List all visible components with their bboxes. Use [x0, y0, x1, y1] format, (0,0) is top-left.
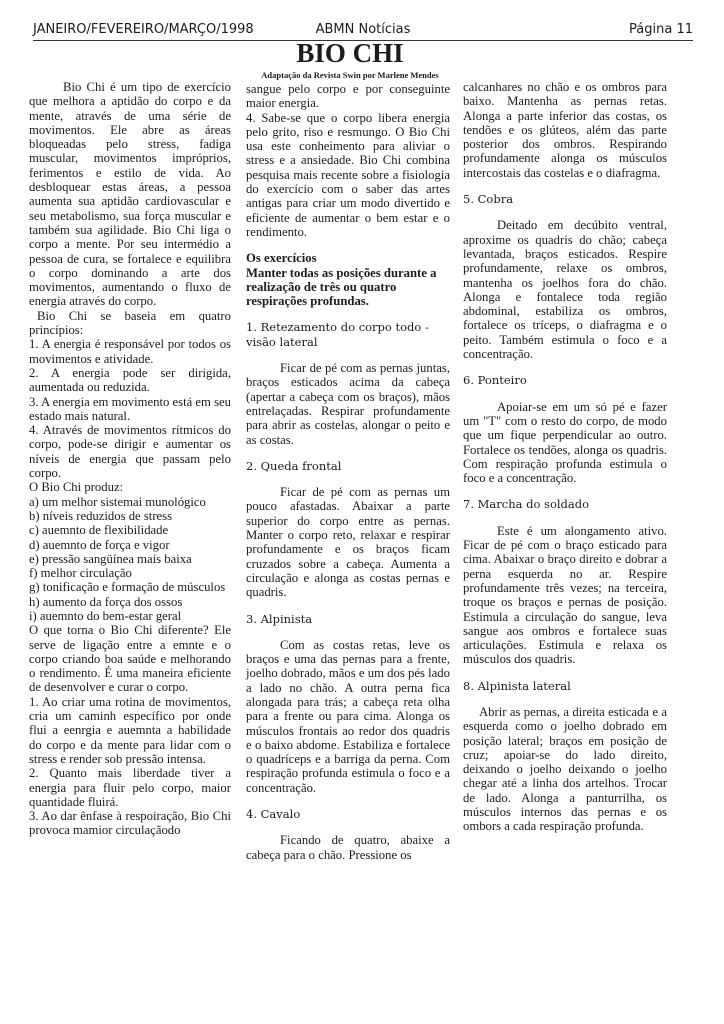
exercise-title: 8. Alpinista lateral [463, 678, 571, 693]
column-1 [29, 80, 231, 838]
principles-intro: Bio Chi se baseia em quatro princípios: [29, 308, 231, 338]
produces-item: a) um melhor sistemai munológico [29, 494, 206, 509]
exercise-text: Este é um alongamento ativo. Ficar de pé com o braço esticado para cima. Abaixar o braço direito e dobrar a perna esquerda no ar. Respire profundamente três vezes; na terceira, troque os braços e pernas de posição. Estimula a circulação do sangue, leva sangue aos ombros e fortalece suas articulações. Estimula e relaxa os músculos dos quadris. [463, 523, 667, 667]
point-continuation: sangue pelo corpo e por conseguinte maior energia. [246, 82, 450, 111]
exercise-title: 1. Retezamento do corpo todo - visão lateral [246, 320, 429, 349]
produces-item: g) tonificação e formação de músculos [29, 580, 226, 595]
exercise-text: Abrir as pernas, a direita esticada e a esquerda como o joelho dobrado em posição lateral; braços em posição de cruz; apoiar-se do lado direito, deixando o joelho deixando o joelho chegar até a linha dos artelhos. Trocar de lado. Alonga a panturrilha, os músculos internos das pernas e os ombors a cada respiração profunda. [463, 704, 667, 834]
produces-item: d) auemnto de força e vigor [29, 537, 170, 552]
produces-item: c) auemnto de flexibilidade [29, 523, 169, 538]
page-number: Página 11 [629, 22, 693, 37]
publication-name: ABMN Notícias [315, 22, 411, 37]
issue-date: JANEIRO/FEVEREIRO/MARÇO/1998 [33, 22, 254, 37]
principle-item: 4. Através de movimentos rítmicos do corpo, pode-se dirigir e aumentar os níveis de energia que passam pelo corpo. [29, 423, 231, 481]
exercise-text: Ficando de quatro, abaixe a cabeça para o chão. Pressione os [246, 833, 450, 862]
exercise-text: Apoiar-se em um só pé e fazer um "T" com o resto do corpo, de modo que um fique perpendicular ao outro. Fortalece os tendões, alonga os quadris. Com respiração profunda estimula o foco e a concentração. [463, 399, 667, 486]
exercises-instruction: Manter todas as posições durante a realização de três ou quatro respirações profundas. [246, 265, 437, 309]
exercise-text: Com as costas retas, leve os braços e uma das pernas para a frente, joelho dobrado, mãos e um dos pés lado a lado no chão. A outra perna fica alongada para trás; a cabeça reta olha para a frente ou para cima. Alonga os músculos frontais ao redor dos quadris e o baixo abdome. Estabiliza e fortalece o quadríceps e a barriga da perna. Com respiração profunda estimula o foco e a concentração. [246, 637, 450, 795]
principle-item: 1. A energia é responsável por todos os movimentos e atividade. [29, 337, 231, 366]
exercise-title: 7. Marcha do soldado [463, 497, 590, 512]
column-2 [246, 82, 450, 862]
exercise-title: 3. Alpinista [246, 611, 313, 626]
principle-item: 3. A energia em movimento está em seu estado mais natural. [29, 394, 232, 423]
article-byline: Adaptação da Revista Swin por Marlene Mendes [261, 70, 439, 80]
point-paragraph: 1. Ao criar uma rotina de movimentos, cria um caminh específico por onde flui a eenrgia e auemnta a habilidade do corpo e da mente para lidar com o stress e render sob pressão intensa. [29, 694, 231, 766]
produces-intro: O Bio Chi produz: [29, 480, 124, 495]
point-paragraph: 4. Sabe-se que o corpo libera energia pelo grito, riso e resmungo. O Bio Chi usa este conheimento para aliviar o stress e a ansiedade. Bio Chi combina pesquisa mais recente sobre a fisiologia do exercício com o saber das artes antigas para criar um modo divertido e eficiente de aumentar o bem estar e o rendimento. [246, 110, 450, 239]
produces-item: h) aumento da força dos ossos [29, 594, 183, 609]
exercise-text: Ficar de pé com as pernas um pouco afastadas. Abaixar a parte superior do corpo entre as pernas. Manter o corpo reto, relaxar e respirar profundamente e os braços ficam cruzados sobre a cabeça. Aumenta a circulação e alonga as costas pernas e quadris. [246, 485, 450, 600]
exercise-title: 4. Cavalo [246, 807, 301, 822]
exercise-text: Ficar de pé com as pernas juntas, braços esticados acima da cabeça (apertar a cabeça com os braços), mãos entrelaçadas. Respirar profundamente para abrir as costelas, alongar o peito e as costas. [246, 361, 450, 447]
exercise-text: Deitado em decúbito ventral, aproxime os quadris do chão; cabeça levantada, braços esticados. Respire profundamente, relaxe os ombros, mantenha os joelhos fora do chão. Alonga e fontalece toda região abdominal, estabiliza os ombros, fortalece os tríceps, o diafragma e o peito. Também estimula o foco e a concentração. [463, 218, 667, 362]
produces-item: b) níveis reduzidos de stress [29, 508, 173, 523]
intro-paragraph: Bio Chi é um tipo de exercício que melhora a aptidão do corpo e da mente, através de uma série de movimentos. Ele abre as áreas bloqueadas pelo stress, fadiga muscular, movimentos impróprios, ferimentos e estilo de vida. Ao desbloquear estas áreas, a pessoa aumenta sua aptidão cardiovascular e seu metabolismo, sua força muscular e também sua agilidade. Bio Chi liga o corpo a mente. Por seu intermédio a pessoa de cura, se fortalece e equilibra o corpo dominando a arte dos movimentos, aumentando o fluxo de energia através do corpo. [29, 80, 231, 309]
exercises-heading: Os exercícios [246, 251, 317, 266]
principle-item: 2. A energia pode ser dirigida, aumentada ou reduzida. [29, 365, 231, 395]
difference-paragraph: O que torna o Bio Chi diferente? Ele serve de ligação entre a emnte e o corpo criando boa saúde e melhorando o rendimento. É uma maneira eficiente de desenvolver e curar o corpo. [29, 623, 231, 695]
produces-item: f) melhor circulação [29, 566, 132, 581]
article-title: BIO CHI [296, 38, 404, 68]
point-paragraph: 3. Ao dar ênfase à respoiração, Bio Chi provoca mamior circulaçãodo [29, 809, 231, 838]
exercise-title: 5. Cobra [463, 192, 514, 207]
exercise-title: 6. Ponteiro [463, 373, 527, 388]
exercise-title: 2. Queda frontal [246, 458, 342, 473]
produces-item: e) pressão sangüínea mais baixa [29, 551, 192, 566]
point-paragraph: 2. Quanto mais liberdade tiver a energia para fluir pelo corpo, maior quantidade fluirá. [29, 766, 231, 809]
column-3 [463, 80, 667, 834]
produces-item: i) auemnto do bem-estar geral [29, 608, 182, 623]
exercise-text: calcanhares no chão e os ombros para baixo. Mantenha as pernas retas. Alonga a parte inferior das costas, os tendões e os glúteos, além das parte posterior dos ombros. Respirando profundamente alonga os músculos intercostais das costelas e o diafragma. [463, 80, 667, 180]
